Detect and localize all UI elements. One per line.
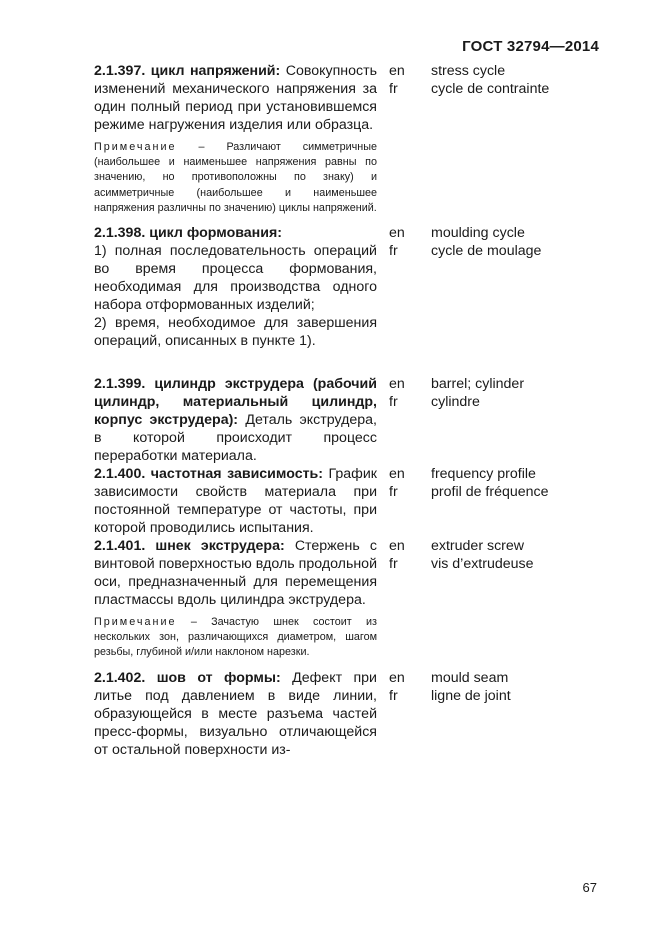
translation-fr: profil de fréquence <box>431 484 549 501</box>
translations <box>429 224 594 350</box>
lang-code-fr: fr <box>389 484 398 501</box>
lang-code-en: en <box>389 376 405 393</box>
translation-en: extruder screw <box>431 538 525 555</box>
translation-fr: cycle de contrainte <box>431 81 550 97</box>
term-note <box>94 140 377 216</box>
term-entry-402 <box>94 669 594 759</box>
term-entry-398 <box>94 224 594 350</box>
term-note <box>94 615 377 661</box>
language-codes <box>379 465 429 537</box>
term-definition <box>94 537 379 661</box>
lang-code-en: en <box>389 225 405 242</box>
term-title: 2.1.400. частотная зависимость: <box>94 466 323 483</box>
translations <box>429 62 594 216</box>
language-codes <box>379 224 429 350</box>
translations <box>429 537 594 661</box>
term-definition <box>94 465 379 537</box>
translations <box>429 375 594 465</box>
terms-list <box>94 62 594 759</box>
lang-code-fr: fr <box>389 243 398 260</box>
lang-code-fr: fr <box>389 81 398 97</box>
translations <box>429 669 594 759</box>
lang-code-en: en <box>389 538 405 555</box>
language-codes <box>379 375 429 465</box>
lang-code-en: en <box>389 466 405 483</box>
lang-code-en: en <box>389 669 405 686</box>
language-codes <box>379 62 429 216</box>
definition-text: Совокупность изменений механического напряжения за один полный период при установившемся режиме нагружения изделия или образца. <box>94 63 377 133</box>
definition-text: Стержень с винтовой поверхностью вдоль продольной оси, предназначенный для перемещения пластмассы вдоль цилиндра экструдера. <box>94 538 377 609</box>
term-title: 2.1.399. цилиндр экструдера (рабочий цилиндр, материальный цилиндр, корпус экструдера): <box>94 376 377 429</box>
translation-en: stress cycle <box>431 63 506 79</box>
term-entry-399 <box>94 375 594 465</box>
translation-fr: cylindre <box>431 394 480 411</box>
translation-en: mould seam <box>431 669 509 686</box>
term-title: 2.1.397. цикл напряжений: <box>94 63 281 79</box>
note-label: Примечание <box>94 141 177 153</box>
translation-fr: ligne de joint <box>431 687 511 704</box>
term-entry-400 <box>94 465 594 537</box>
translation-en: moulding cycle <box>431 225 525 242</box>
translation-fr: cycle de moulage <box>431 243 542 260</box>
translation-en: frequency profile <box>431 466 536 483</box>
lang-code-en: en <box>389 63 405 79</box>
term-definition <box>94 669 379 759</box>
term-definition <box>94 375 379 465</box>
term-title: 2.1.398. цикл формования: <box>94 225 282 242</box>
language-codes <box>379 669 429 759</box>
term-title: 2.1.401. шнек экструдера: <box>94 538 285 555</box>
definition-text: Дефект при литье под давлением в виде линии, образующейся в месте разъема частей пресс-формы, визуально отличающейся от остальной поверхности из- <box>94 669 377 758</box>
term-entry-397 <box>94 62 594 216</box>
page-number: 67 <box>582 880 597 895</box>
note-text: – Различают симметричные (наибольшее и наименьшее напряжения равны по значению, но противоположны по знаку) и асимметричные (наибольшее и наименьшее напряжения различны по значению) циклы напряжений. <box>94 141 377 214</box>
document-header: ГОСТ 32794—2014 <box>462 38 599 55</box>
definition-item-1: 1) полная последовательность операций во время процесса формования, необходимая для производства одного набора отформованных изделий; <box>94 243 377 314</box>
note-label: Примечание <box>94 616 177 629</box>
note-text: – Зачастую шнек состоит из нескольких зон, различающихся диаметром, шагом резьбы, глубиной и/или наклоном нарезки. <box>94 616 377 659</box>
term-definition <box>94 62 379 216</box>
term-entry-401 <box>94 537 594 661</box>
term-definition <box>94 224 379 350</box>
definition-item-2: 2) время, необходимое для завершения операций, описанных в пункте 1). <box>94 315 377 350</box>
term-title: 2.1.402. шов от формы: <box>94 669 281 686</box>
definition-text: График зависимости свойств материала при постоянной температуре от частоты, при которой проводились испытания. <box>94 466 377 537</box>
translation-fr: vis d’extrudeuse <box>431 556 534 573</box>
language-codes <box>379 537 429 661</box>
translation-en: barrel; cylinder <box>431 376 525 393</box>
lang-code-fr: fr <box>389 556 398 573</box>
lang-code-fr: fr <box>389 394 398 411</box>
lang-code-fr: fr <box>389 687 398 704</box>
definition-text: Деталь экструдера, в которой происходит процесс переработки материала. <box>94 412 377 465</box>
translations <box>429 465 594 537</box>
